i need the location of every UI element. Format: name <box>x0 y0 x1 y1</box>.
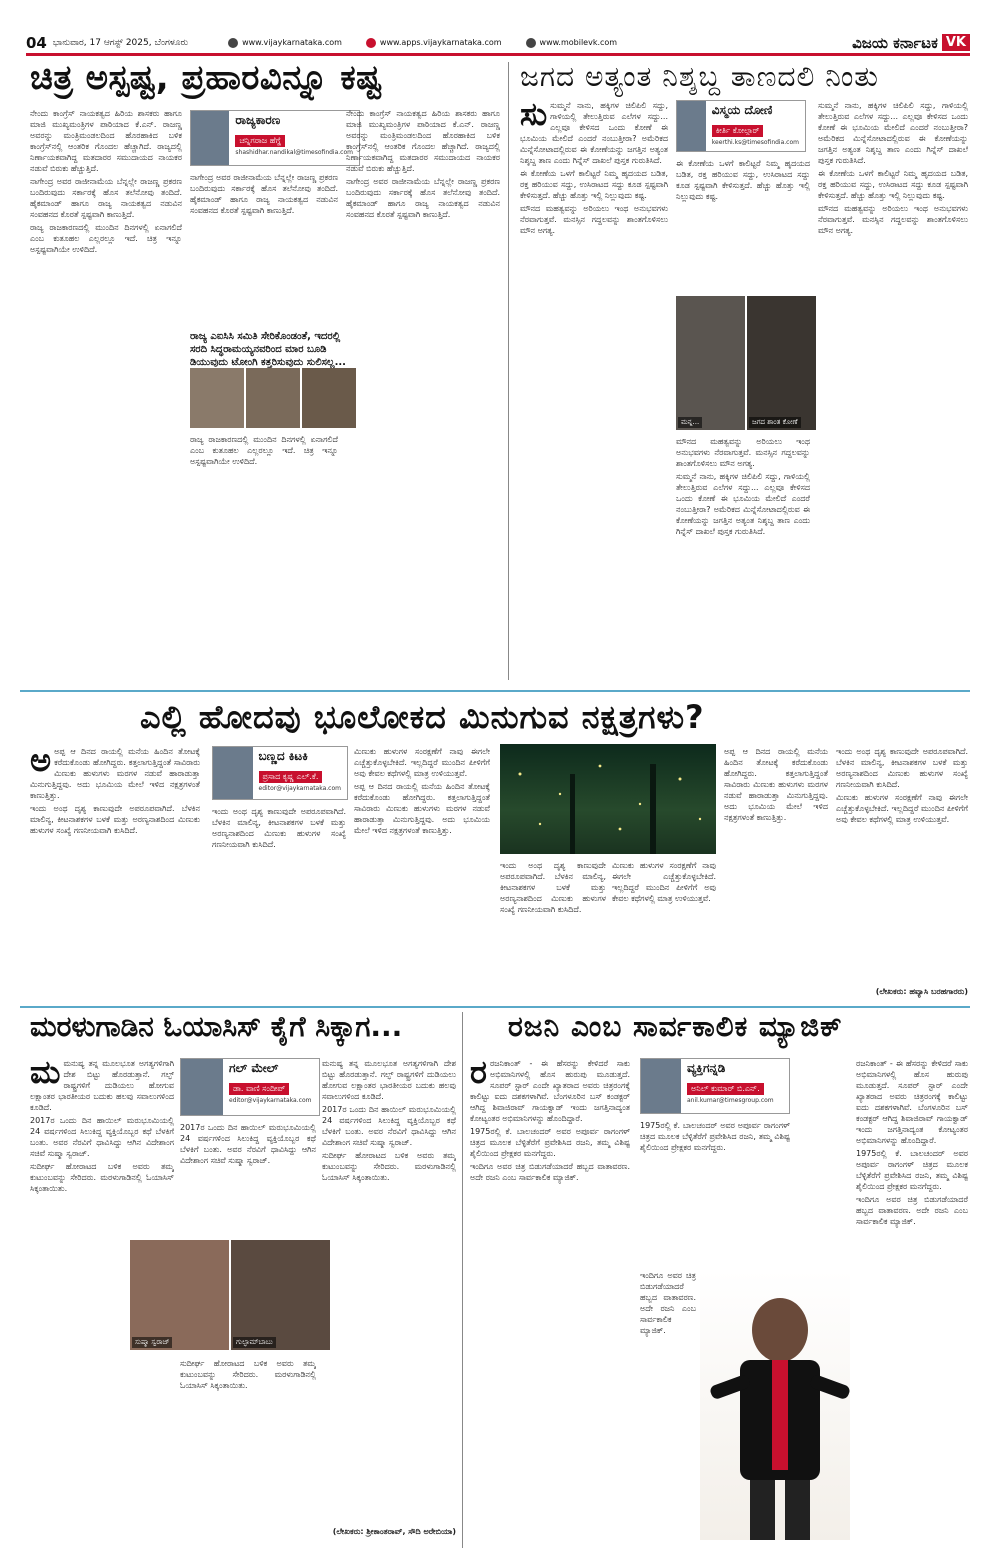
anechoic-chamber-photo: ಜಗದ ಶಾಂತ ಕೋಣೆ <box>747 296 816 430</box>
article4-col4: ಮನುಷ್ಯ ತನ್ನ ಮೂಲಭೂತ ಅಗತ್ಯಗಳಿಗಾಗಿ ದೇಶ ಬಿಟ್ಟು ಹೊರಡುತ್ತಾನೆ. ಗಲ್ಫ್ ರಾಷ್ಟ್ರಗಳಿಗೆ ದುಡಿಯಲು ಹೋಗುವ ಲಕ್ಷಾಂತರ ಭಾರತೀಯರ ಬದುಕು ಹಲವು ಸವಾಲುಗಳಿಂದ ಕೂಡಿದೆ. 2017ರ ಒಂದು ದಿನ ಹಾಯಿಲ್ ಮರುಭೂಮಿಯಲ್ಲಿ 24 ವರ್ಷಗಳಿಂದ ಸಿಲುಕಿದ್ದ ವ್ಯಕ್ತಿಯೊಬ್ಬರ ಕಥೆ ಬೆಳಕಿಗೆ ಬಂತು. ಅವರ ನೆರವಿಗೆ ಧಾವಿಸಿದ್ದು ಆಗಿನ ವಿದೇಶಾಂಗ ಸಚಿವೆ ಸುಷ್ಮಾ ಸ್ವರಾಜ್. ಸುದೀರ್ಘ ಹೋರಾಟದ ಬಳಿಕ ಅವರು ತಮ್ಮ ಕುಟುಂಬವನ್ನು ಸೇರಿದರು. ಮರಳುಗಾಡಿನಲ್ಲಿ ಓಯಾಸಿಸ್ ಸಿಕ್ಕಂತಾಯಿತು. <box>322 1059 456 1182</box>
article1-byline <box>190 110 360 166</box>
article2-col2: ಈ ಕೋಣೆಯ ಒಳಗೆ ಕಾಲಿಟ್ಟರೆ ನಿಮ್ಮ ಹೃದಯದ ಬಡಿತ, ರಕ್ತ ಹರಿಯುವ ಸದ್ದು, ಉಸಿರಾಟದ ಸದ್ದು ಕೂಡ ಸ್ಪಷ್ಟವಾಗಿ ಕೇಳಿಸುತ್ತದೆ. ಹೆಚ್ಚು ಹೊತ್ತು ಇಲ್ಲಿ ನಿಲ್ಲುವುದು ಕಷ್ಟ. <box>676 159 810 201</box>
article5-col2: 1975ರಲ್ಲಿ ಕೆ. ಬಾಲಚಂದರ್ ಅವರ ಅಪೂರ್ವ ರಾಗಂಗಳ್ ಚಿತ್ರದ ಮೂಲಕ ಬೆಳ್ಳಿತೆರೆಗೆ ಪ್ರವೇಶಿಸಿದ ರಜನಿ, ತಮ್ಮ ವಿಶಿಷ್ಟ ಶೈಲಿಯಿಂದ ಪ್ರೇಕ್ಷಕರ ಮನಗೆದ್ದರು. <box>640 1121 790 1152</box>
drop-cap: ಮ <box>30 1058 61 1091</box>
drop-cap: ಅ <box>30 746 52 779</box>
article3-headline: ಎಲ್ಲಿ ಹೋದವು ಭೂಲೋಕದ ಮಿನುಗುವ ನಕ್ಷತ್ರಗಳು? <box>140 698 705 736</box>
article1-col4: ನೇಂದು ಕಾಂಗ್ರೆಸ್ ನಾಯಕತ್ವದ ಹಿರಿಯ ಶಾಸಕರು ಹಾಗೂ ಮಾಜಿ ಮುಖ್ಯಮಂತ್ರಿಗಳ ಪಾಠಿಯಾದ ಕೆ.ಎನ್. ರಾಜಣ್ಣ ಅವರನ್ನು ಮಂತ್ರಿಮಂಡಲದಿಂದ ಹೊರಹಾಕಿದ ಬಳಿಕ ಕಾಂಗ್ರೆಸ್‌ನಲ್ಲಿ ಆಂತರಿಕ ಗೊಂದಲ ಹೆಚ್ಚಾಗಿದೆ. ರಾಜ್ಯದಲ್ಲಿ ನಿರ್ಣಾಯಕವಾಗಿದ್ದ ಮತದಾರರ ಸಮುದಾಯದ ನಾಯಕರ ನಡುವೆ ಬಿರುಕು ಹೆಚ್ಚುತ್ತಿದೆ. ನಾಗೇಂದ್ರ ಅವರ ರಾಜೀನಾಮೆಯ ಬೆನ್ನಲ್ಲೇ ರಾಜಣ್ಣ ಪ್ರಕರಣ ಬಂದಿರುವುದು ಸರ್ಕಾರಕ್ಕೆ ಹೊಸ ತಲೆನೋವು ತಂದಿದೆ. ಹೈಕಮಾಂಡ್ ಹಾಗೂ ರಾಜ್ಯ ನಾಯಕತ್ವದ ನಡುವಿನ ಸಂವಹನದ ಕೊರತೆ ಸ್ಪಷ್ಟವಾಗಿ ಕಾಣುತ್ತಿದೆ. <box>346 109 500 219</box>
article1-col3: ರಾಜ್ಯ ರಾಜಕಾರಣದಲ್ಲಿ ಮುಂದಿನ ದಿನಗಳಲ್ಲಿ ಏನಾಗಲಿದೆ ಎಂಬ ಕುತೂಹಲ ಎಲ್ಲರಲ್ಲೂ ಇದೆ. ಚಿತ್ರ ಇನ್ನೂ ಅಸ್ಪಷ್ಟವಾಗಿಯೇ ಉಳಿದಿದೆ. <box>190 435 338 466</box>
sushma-swaraj-photo: ಸುಷ್ಮಾ ಸ್ವರಾಜ್ <box>130 1240 229 1350</box>
author-email: keerthi.ks@timesofindia.com <box>711 139 799 146</box>
person-photo: ಮನ್ನ... <box>676 296 745 430</box>
page-number: 04 <box>26 33 47 52</box>
author-photo <box>641 1059 681 1113</box>
date-line: ಭಾನುವಾರ, 17 ಆಗಸ್ಟ್ 2025, ಬೆಂಗಳೂರು <box>52 37 189 48</box>
actor-figure <box>700 1270 850 1540</box>
article3-col7: ಇಂದು ಅಂಥ ದೃಶ್ಯ ಕಾಣುವುದೇ ಅಪರೂಪವಾಗಿದೆ. ಬೆಳಕಿನ ಮಾಲಿನ್ಯ, ಕೀಟನಾಶಕಗಳ ಬಳಕೆ ಮತ್ತು ಅರಣ್ಯನಾಶದಿಂದ ಮಿಣುಕು ಹುಳುಗಳ ಸಂಖ್ಯೆ ಗಣನೀಯವಾಗಿ ಕುಸಿದಿದೆ. ಮಿಣುಕು ಹುಳುಗಳ ಸಂರಕ್ಷಣೆಗೆ ನಾವು ಈಗಲೇ ಎಚ್ಚೆತ್ತುಕೊಳ್ಳಬೇಕಿದೆ. ಇಲ್ಲದಿದ್ದರೆ ಮುಂದಿನ ಪೀಳಿಗೆಗೆ ಅವು ಕೇವಲ ಕಥೆಗಳಲ್ಲಿ ಮಾತ್ರ ಉಳಿಯುತ್ತವೆ. <box>836 747 968 824</box>
author-name: ಅನಿಲ್ ಕುಮಾರ್ ಬಿ.ಎನ್. <box>687 1083 764 1095</box>
author-photo <box>677 101 706 151</box>
article5-col4: ರಜನಿಕಾಂತ್ - ಈ ಹೆಸರನ್ನು ಕೇಳಿದರೆ ಸಾಕು ಅಭಿಮಾನಿಗಳಲ್ಲಿ ಹೊಸ ಹುರುಪು ಮೂಡುತ್ತದೆ. ಸೂಪರ್ ಸ್ಟಾರ್ ಎಂದೇ ಖ್ಯಾತರಾದ ಅವರು ಚಿತ್ರರಂಗಕ್ಕೆ ಕಾಲಿಟ್ಟು ಐದು ದಶಕಗಳಾಗಿವೆ. ಬೆಂಗಳೂರಿನ ಬಸ್ ಕಂಡಕ್ಟರ್ ಆಗಿದ್ದ ಶಿವಾಜಿರಾವ್ ಗಾಯಕ್ವಾಡ್ ಇಂದು ಜಗತ್ತಿನಾದ್ಯಂತ ಕೋಟ್ಯಂತರ ಅಭಿಮಾನಿಗಳನ್ನು ಹೊಂದಿದ್ದಾರೆ. 1975ರಲ್ಲಿ ಕೆ. ಬಾಲಚಂದರ್ ಅವರ ಅಪೂರ್ವ ರಾಗಂಗಳ್ ಚಿತ್ರದ ಮೂಲಕ ಬೆಳ್ಳಿತೆರೆಗೆ ಪ್ರವೇಶಿಸಿದ ರಜನಿ, ತಮ್ಮ ವಿಶಿಷ್ಟ ಶೈಲಿಯಿಂದ ಪ್ರೇಕ್ಷಕರ ಮನಗೆದ್ದರು. ಇಂದಿಗೂ ಅವರ ಚಿತ್ರ ಬಿಡುಗಡೆಯಾದರೆ ಹಬ್ಬದ ವಾತಾವರಣ. ಅದೇ ರಜನಿ ಎಂಬ ಸಾರ್ವಕಾಲಿಕ ಮ್ಯಾಜಿಕ್. <box>856 1059 968 1226</box>
article1-pullquote: ರಾಜ್ಯ ಎಐಸಿಸಿ ಸಮಿತಿ ಸೇರಿಕೊಂಡಂತೆ, ಇದರಲ್ಲಿ ಸರದಿ ಸಿದ್ಧರಾಮಯ್ಯನವರಿಂದ ಮಾರ ಬೂಡಿ ಡಿಯುವುದು ಟೋಂಗಿ ಕತ್ತರಿಸುವುದು ಸುಲಿಸಲ್ಲ... <box>190 331 346 368</box>
column-divider <box>462 1012 463 1548</box>
column-name: ವಿಸ್ಮಯ ದೋಣಿ <box>711 103 773 117</box>
article3-col6: ಅಪ್ಪ ಆ ದಿನದ ರಾಯಲ್ಲಿ ಮನೆಯ ಹಿಂದಿನ ತೋಟಕ್ಕೆ ಕರೆದುಕೊಂಡು ಹೋಗಿದ್ದರು. ಕತ್ತಲಾಗುತ್ತಿದ್ದಂತೆ ಸಾವಿರಾರು ಮಿಣುಕು ಹುಳುಗಳು ಮರಗಳ ನಡುವೆ ಹಾರಾಡುತ್ತಾ ಮಿನುಗುತ್ತಿದ್ದವು. ಅದು ಭೂಮಿಯ ಮೇಲೆ ಇಳಿದ ನಕ್ಷತ್ರಗಳಂತೆ ಕಾಣುತ್ತಿತ್ತು. <box>724 747 828 822</box>
author-name: ಚನ್ನಿಗರಾಜ ಹೆಗ್ಡೆ <box>235 135 285 147</box>
article2-col3: ಮೌನದ ಮಹತ್ವವನ್ನು ಅರಿಯಲು ಇಂಥ ಅನುಭವಗಳು ನೆರವಾಗುತ್ತವೆ. ಮನಸ್ಸಿನ ಗದ್ದಲವನ್ನು ಶಾಂತಗೊಳಿಸಲು ಮೌನ ಅಗತ್ಯ. ಸುಮ್ಮನೆ ನಾನು, ಹಕ್ಕಿಗಳ ಚಿಲಿಪಿಲಿ ಸದ್ದು, ಗಾಳಿಯಲ್ಲಿ ತೇಲುತ್ತಿರುವ ಎಲೆಗಳ ಸದ್ದು... ಎಲ್ಲವೂ ಕೇಳಿಸದ ಒಂದು ಕೋಣೆ ಈ ಭೂಮಿಯ ಮೇಲಿದೆ ಎಂದರೆ ನಂಬುತ್ತೀರಾ? ಅಮೆರಿಕದ ಮಿನ್ನೆಸೋಟಾದಲ್ಲಿರುವ ಈ ಕೋಣೆಯನ್ನು ಜಗತ್ತಿನ ಅತ್ಯಂತ ನಿಶ್ಶಬ್ದ ತಾಣ ಎಂದು ಗಿನ್ನೆಸ್ ದಾಖಲೆ ಪುಸ್ತಕ ಗುರುತಿಸಿದೆ. <box>676 437 810 536</box>
article3-col2: ಇಂದು ಅಂಥ ದೃಶ್ಯ ಕಾಣುವುದೇ ಅಪರೂಪವಾಗಿದೆ. ಬೆಳಕಿನ ಮಾಲಿನ್ಯ, ಕೀಟನಾಶಕಗಳ ಬಳಕೆ ಮತ್ತು ಅರಣ್ಯನಾಶದಿಂದ ಮಿಣುಕು ಹುಳುಗಳ ಸಂಖ್ಯೆ ಗಣನೀಯವಾಗಿ ಕುಸಿದಿದೆ. <box>212 807 346 849</box>
article5-headline: ರಜನಿ ಎಂಬ ಸಾರ್ವಕಾಲಿಕ ಮ್ಯಾಜಿಕ್ <box>508 1010 843 1043</box>
firefly-sparkles <box>500 744 716 854</box>
article2-photos <box>676 296 816 430</box>
article4-photos <box>130 1240 330 1350</box>
column-name: ಬಣ್ಣದ ಕಿಟಕಿ <box>258 749 308 763</box>
site-link-1[interactable]: www.vijaykarnataka.com <box>228 38 342 48</box>
article2-col1: ಸು ಸುಮ್ಮನೆ ನಾನು, ಹಕ್ಕಿಗಳ ಚಿಲಿಪಿಲಿ ಸದ್ದು, ಗಾಳಿಯಲ್ಲಿ ತೇಲುತ್ತಿರುವ ಎಲೆಗಳ ಸದ್ದು... ಎಲ್ಲವೂ ಕೇಳಿಸದ ಒಂದು ಕೋಣೆ ಈ ಭೂಮಿಯ ಮೇಲಿದೆ ಎಂದರೆ ನಂಬುತ್ತೀರಾ? ಅಮೆರಿಕದ ಮಿನ್ನೆಸೋಟಾದಲ್ಲಿರುವ ಈ ಕೋಣೆಯನ್ನು ಜಗತ್ತಿನ ಅತ್ಯಂತ ನಿಶ್ಶಬ್ದ ತಾಣ ಎಂದು ಗಿನ್ನೆಸ್ ದಾಖಲೆ ಪುಸ್ತಕ ಗುರುತಿಸಿದೆ. ಈ ಕೋಣೆಯ ಒಳಗೆ ಕಾಲಿಟ್ಟರೆ ನಿಮ್ಮ ಹೃದಯದ ಬಡಿತ, ರಕ್ತ ಹರಿಯುವ ಸದ್ದು, ಉಸಿರಾಟದ ಸದ್ದು ಕೂಡ ಸ್ಪಷ್ಟವಾಗಿ ಕೇಳಿಸುತ್ತದೆ. ಹೆಚ್ಚು ಹೊತ್ತು ಇಲ್ಲಿ ನಿಲ್ಲುವುದು ಕಷ್ಟ. ಮೌನದ ಮಹತ್ವವನ್ನು ಅರಿಯಲು ಇಂಥ ಅನುಭವಗಳು ನೆರವಾಗುತ್ತವೆ. ಮನಸ್ಸಿನ ಗದ್ದಲವನ್ನು ಶಾಂತಗೊಳಿಸಲು ಮೌನ ಅಗತ್ಯ. <box>520 100 668 235</box>
author-email: editor@vijaykarnataka.com <box>258 785 341 792</box>
gulfam-babu-photo: ಗುಲ್ಫಾಮ್‌ಬಾಬು <box>231 1240 330 1350</box>
article4-headline: ಮರಳುಗಾಡಿನ ಓಯಾಸಿಸ್ ಕೈಗೆ ಸಿಕ್ಕಾಗ... <box>30 1010 403 1043</box>
app-icon <box>366 38 376 48</box>
section-divider <box>20 1006 970 1008</box>
drop-cap: ಸು <box>520 100 548 133</box>
article2-col4: ಸುಮ್ಮನೆ ನಾನು, ಹಕ್ಕಿಗಳ ಚಿಲಿಪಿಲಿ ಸದ್ದು, ಗಾಳಿಯಲ್ಲಿ ತೇಲುತ್ತಿರುವ ಎಲೆಗಳ ಸದ್ದು... ಎಲ್ಲವೂ ಕೇಳಿಸದ ಒಂದು ಕೋಣೆ ಈ ಭೂಮಿಯ ಮೇಲಿದೆ ಎಂದರೆ ನಂಬುತ್ತೀರಾ? ಅಮೆರಿಕದ ಮಿನ್ನೆಸೋಟಾದಲ್ಲಿರುವ ಈ ಕೋಣೆಯನ್ನು ಜಗತ್ತಿನ ಅತ್ಯಂತ ನಿಶ್ಶಬ್ದ ತಾಣ ಎಂದು ಗಿನ್ನೆಸ್ ದಾಖಲೆ ಪುಸ್ತಕ ಗುರುತಿಸಿದೆ. ಈ ಕೋಣೆಯ ಒಳಗೆ ಕಾಲಿಟ್ಟರೆ ನಿಮ್ಮ ಹೃದಯದ ಬಡಿತ, ರಕ್ತ ಹರಿಯುವ ಸದ್ದು, ಉಸಿರಾಟದ ಸದ್ದು ಕೂಡ ಸ್ಪಷ್ಟವಾಗಿ ಕೇಳಿಸುತ್ತದೆ. ಹೆಚ್ಚು ಹೊತ್ತು ಇಲ್ಲಿ ನಿಲ್ಲುವುದು ಕಷ್ಟ. ಮೌನದ ಮಹತ್ವವನ್ನು ಅರಿಯಲು ಇಂಥ ಅನುಭವಗಳು ನೆರವಾಗುತ್ತವೆ. ಮನಸ್ಸಿನ ಗದ್ದಲವನ್ನು ಶಾಂತಗೊಳಿಸಲು ಮೌನ ಅಗತ್ಯ. <box>818 101 968 235</box>
mobile-icon <box>526 38 536 48</box>
column-name: ರಾಜ್ಯಕಾರಣ <box>235 113 281 127</box>
article3-col4: ಇಂದು ಅಂಥ ದೃಶ್ಯ ಕಾಣುವುದೇ ಅಪರೂಪವಾಗಿದೆ. ಬೆಳಕಿನ ಮಾಲಿನ್ಯ, ಕೀಟನಾಶಕಗಳ ಬಳಕೆ ಮತ್ತು ಅರಣ್ಯನಾಶದಿಂದ ಮಿಣುಕು ಹುಳುಗಳ ಸಂಖ್ಯೆ ಗಣನೀಯವಾಗಿ ಕುಸಿದಿದೆ. <box>500 861 606 914</box>
author-name: ಪ್ರಸಾದ ಕೃಷ್ಣ ಎಲ್.ಕೆ. <box>259 771 323 783</box>
firefly-forest-photo <box>500 744 716 854</box>
author-email: shashidhar.nandikal@timesofindia.com <box>235 149 353 156</box>
author-name: ಡಾ. ವಾಣಿ ಸಂದೀಪ್ <box>229 1083 289 1095</box>
article1-photos <box>190 368 356 428</box>
article5-col3: ಇಂದಿಗೂ ಅವರ ಚಿತ್ರ ಬಿಡುಗಡೆಯಾದರೆ ಹಬ್ಬದ ವಾತಾವರಣ. ಅದೇ ರಜನಿ ಎಂಬ ಸಾರ್ವಕಾಲಿಕ ಮ್ಯಾಜಿಕ್. <box>640 1271 696 1335</box>
article5-col1: ರ ರಜನಿಕಾಂತ್ - ಈ ಹೆಸರನ್ನು ಕೇಳಿದರೆ ಸಾಕು ಅಭಿಮಾನಿಗಳಲ್ಲಿ ಹೊಸ ಹುರುಪು ಮೂಡುತ್ತದೆ. ಸೂಪರ್ ಸ್ಟಾರ್ ಎಂದೇ ಖ್ಯಾತರಾದ ಅವರು ಚಿತ್ರರಂಗಕ್ಕೆ ಕಾಲಿಟ್ಟು ಐದು ದಶಕಗಳಾಗಿವೆ. ಬೆಂಗಳೂರಿನ ಬಸ್ ಕಂಡಕ್ಟರ್ ಆಗಿದ್ದ ಶಿವಾಜಿರಾವ್ ಗಾಯಕ್ವಾಡ್ ಇಂದು ಜಗತ್ತಿನಾದ್ಯಂತ ಕೋಟ್ಯಂತರ ಅಭಿಮಾನಿಗಳನ್ನು ಹೊಂದಿದ್ದಾರೆ. 1975ರಲ್ಲಿ ಕೆ. ಬಾಲಚಂದರ್ ಅವರ ಅಪೂರ್ವ ರಾಗಂಗಳ್ ಚಿತ್ರದ ಮೂಲಕ ಬೆಳ್ಳಿತೆರೆಗೆ ಪ್ರವೇಶಿಸಿದ ರಜನಿ, ತಮ್ಮ ವಿಶಿಷ್ಟ ಶೈಲಿಯಿಂದ ಪ್ರೇಕ್ಷಕರ ಮನಗೆದ್ದರು. ಇಂದಿಗೂ ಅವರ ಚಿತ್ರ ಬಿಡುಗಡೆಯಾದರೆ ಹಬ್ಬದ ವಾತಾವರಣ. ಅದೇ ರಜನಿ ಎಂಬ ಸಾರ್ವಕಾಲಿಕ ಮ್ಯಾಜಿಕ್. <box>470 1058 630 1182</box>
article5-byline <box>640 1058 790 1114</box>
author-photo <box>181 1059 223 1115</box>
article3-col5: ಮಿಣುಕು ಹುಳುಗಳ ಸಂರಕ್ಷಣೆಗೆ ನಾವು ಈಗಲೇ ಎಚ್ಚೆತ್ತುಕೊಳ್ಳಬೇಕಿದೆ. ಇಲ್ಲದಿದ್ದರೆ ಮುಂದಿನ ಪೀಳಿಗೆಗೆ ಅವು ಕೇವಲ ಕಥೆಗಳಲ್ಲಿ ಮಾತ್ರ ಉಳಿಯುತ್ತವೆ. <box>612 861 716 903</box>
section-divider <box>20 690 970 692</box>
article1-col2: ನಾಗೇಂದ್ರ ಅವರ ರಾಜೀನಾಮೆಯ ಬೆನ್ನಲ್ಲೇ ರಾಜಣ್ಣ ಪ್ರಕರಣ ಬಂದಿರುವುದು ಸರ್ಕಾರಕ್ಕೆ ಹೊಸ ತಲೆನೋವು ತಂದಿದೆ. ಹೈಕಮಾಂಡ್ ಹಾಗೂ ರಾಜ್ಯ ನಾಯಕತ್ವದ ನಡುವಿನ ಸಂವಹನದ ಕೊರತೆ ಸ್ಪಷ್ಟವಾಗಿ ಕಾಣುತ್ತಿದೆ. <box>190 173 338 215</box>
author-email: anil.kumar@timesgroup.com <box>687 1097 774 1104</box>
article4-credit: (ಲೇಖಕರು: ಶ್ರೀಕಾಂತರಾವ್, ಸೌದಿ ಅರೇಬಿಯಾ) <box>332 1527 456 1536</box>
article3-col1: ಅ ಅಪ್ಪ ಆ ದಿನದ ರಾಯಲ್ಲಿ ಮನೆಯ ಹಿಂದಿನ ತೋಟಕ್ಕೆ ಕರೆದುಕೊಂಡು ಹೋಗಿದ್ದರು. ಕತ್ತಲಾಗುತ್ತಿದ್ದಂತೆ ಸಾವಿರಾರು ಮಿಣುಕು ಹುಳುಗಳು ಮರಗಳ ನಡುವೆ ಹಾರಾಡುತ್ತಾ ಮಿನುಗುತ್ತಿದ್ದವು. ಅದು ಭೂಮಿಯ ಮೇಲೆ ಇಳಿದ ನಕ್ಷತ್ರಗಳಂತೆ ಕಾಣುತ್ತಿತ್ತು. ಇಂದು ಅಂಥ ದೃಶ್ಯ ಕಾಣುವುದೇ ಅಪರೂಪವಾಗಿದೆ. ಬೆಳಕಿನ ಮಾಲಿನ್ಯ, ಕೀಟನಾಶಕಗಳ ಬಳಕೆ ಮತ್ತು ಅರಣ್ಯನಾಶದಿಂದ ಮಿಣುಕು ಹುಳುಗಳ ಸಂಖ್ಯೆ ಗಣನೀಯವಾಗಿ ಕುಸಿದಿದೆ. <box>30 746 200 835</box>
article3-byline <box>212 746 348 800</box>
brand-logo: ವಿಜಯ ಕರ್ನಾಟಕ VK <box>852 34 970 52</box>
globe-icon <box>228 38 238 48</box>
article1-col1: ನೇಂದು ಕಾಂಗ್ರೆಸ್ ನಾಯಕತ್ವದ ಹಿರಿಯ ಶಾಸಕರು ಹಾಗೂ ಮಾಜಿ ಮುಖ್ಯಮಂತ್ರಿಗಳ ಪಾಠಿಯಾದ ಕೆ.ಎನ್. ರಾಜಣ್ಣ ಅವರನ್ನು ಮಂತ್ರಿಮಂಡಲದಿಂದ ಹೊರಹಾಕಿದ ಬಳಿಕ ಕಾಂಗ್ರೆಸ್‌ನಲ್ಲಿ ಆಂತರಿಕ ಗೊಂದಲ ಹೆಚ್ಚಾಗಿದೆ. ರಾಜ್ಯದಲ್ಲಿ ನಿರ್ಣಾಯಕವಾಗಿದ್ದ ಮತದಾರರ ಸಮುದಾಯದ ನಾಯಕರ ನಡುವೆ ಬಿರುಕು ಹೆಚ್ಚುತ್ತಿದೆ. ನಾಗೇಂದ್ರ ಅವರ ರಾಜೀನಾಮೆಯ ಬೆನ್ನಲ್ಲೇ ರಾಜಣ್ಣ ಪ್ರಕರಣ ಬಂದಿರುವುದು ಸರ್ಕಾರಕ್ಕೆ ಹೊಸ ತಲೆನೋವು ತಂದಿದೆ. ಹೈಕಮಾಂಡ್ ಹಾಗೂ ರಾಜ್ಯ ನಾಯಕತ್ವದ ನಡುವಿನ ಸಂವಹನದ ಕೊರತೆ ಸ್ಪಷ್ಟವಾಗಿ ಕಾಣುತ್ತಿದೆ. ರಾಜ್ಯ ರಾಜಕಾರಣದಲ್ಲಿ ಮುಂದಿನ ದಿನಗಳಲ್ಲಿ ಏನಾಗಲಿದೆ ಎಂಬ ಕುತೂಹಲ ಎಲ್ಲರಲ್ಲೂ ಇದೆ. ಚಿತ್ರ ಇನ್ನೂ ಅಸ್ಪಷ್ಟವಾಗಿಯೇ ಉಳಿದಿದೆ. <box>30 109 182 254</box>
author-photo <box>213 747 253 799</box>
article4-byline <box>180 1058 320 1116</box>
article1-headline: ಚಿತ್ರ ಅಸ್ಪಷ್ಟ, ಪ್ರಹಾರವಿನ್ನೂ ಕಷ್ಟ <box>30 58 383 98</box>
politician-photo-2 <box>246 368 300 428</box>
author-photo <box>191 111 229 165</box>
column-name: ಗಲ್ ಮೇಲ್ <box>229 1061 279 1075</box>
column-divider <box>508 62 509 680</box>
article2-byline <box>676 100 806 152</box>
page-header <box>26 32 970 56</box>
site-link-2[interactable]: www.apps.vijaykarnataka.com <box>366 38 502 48</box>
politician-photo-1 <box>190 368 244 428</box>
column-name: ವ್ಯಕ್ತಿಗನ್ನಡಿ <box>687 1061 726 1075</box>
article3-credit: (ಲೇಖಕರು: ಹವ್ಯಾಸಿ ಬರಹಗಾರರು) <box>875 987 968 996</box>
article4-col3: ಸುದೀರ್ಘ ಹೋರಾಟದ ಬಳಿಕ ಅವರು ತಮ್ಮ ಕುಟುಂಬವನ್ನು ಸೇರಿದರು. ಮರಳುಗಾಡಿನಲ್ಲಿ ಓಯಾಸಿಸ್ ಸಿಕ್ಕಂತಾಯಿತು. <box>180 1359 316 1390</box>
drop-cap: ರ <box>470 1058 487 1091</box>
article4-col2: 2017ರ ಒಂದು ದಿನ ಹಾಯಿಲ್ ಮರುಭೂಮಿಯಲ್ಲಿ 24 ವರ್ಷಗಳಿಂದ ಸಿಲುಕಿದ್ದ ವ್ಯಕ್ತಿಯೊಬ್ಬರ ಕಥೆ ಬೆಳಕಿಗೆ ಬಂತು. ಅವರ ನೆರವಿಗೆ ಧಾವಿಸಿದ್ದು ಆಗಿನ ವಿದೇಶಾಂಗ ಸಚಿವೆ ಸುಷ್ಮಾ ಸ್ವರಾಜ್. <box>180 1123 316 1165</box>
author-email: editor@vijaykarnataka.com <box>229 1097 312 1104</box>
author-name: ಕೀರ್ತಿ ಕೋಲ್ಗಾರ್ <box>712 125 764 137</box>
rajinikanth-photo <box>700 1270 850 1540</box>
article3-col3: ಮಿಣುಕು ಹುಳುಗಳ ಸಂರಕ್ಷಣೆಗೆ ನಾವು ಈಗಲೇ ಎಚ್ಚೆತ್ತುಕೊಳ್ಳಬೇಕಿದೆ. ಇಲ್ಲದಿದ್ದರೆ ಮುಂದಿನ ಪೀಳಿಗೆಗೆ ಅವು ಕೇವಲ ಕಥೆಗಳಲ್ಲಿ ಮಾತ್ರ ಉಳಿಯುತ್ತವೆ. ಅಪ್ಪ ಆ ದಿನದ ರಾಯಲ್ಲಿ ಮನೆಯ ಹಿಂದಿನ ತೋಟಕ್ಕೆ ಕರೆದುಕೊಂಡು ಹೋಗಿದ್ದರು. ಕತ್ತಲಾಗುತ್ತಿದ್ದಂತೆ ಸಾವಿರಾರು ಮಿಣುಕು ಹುಳುಗಳು ಮರಗಳ ನಡುವೆ ಹಾರಾಡುತ್ತಾ ಮಿನುಗುತ್ತಿದ್ದವು. ಅದು ಭೂಮಿಯ ಮೇಲೆ ಇಳಿದ ನಕ್ಷತ್ರಗಳಂತೆ ಕಾಣುತ್ತಿತ್ತು. <box>354 747 490 835</box>
site-link-3[interactable]: www.mobilevk.com <box>526 38 618 48</box>
article4-col1: ಮ ಮನುಷ್ಯ ತನ್ನ ಮೂಲಭೂತ ಅಗತ್ಯಗಳಿಗಾಗಿ ದೇಶ ಬಿಟ್ಟು ಹೊರಡುತ್ತಾನೆ. ಗಲ್ಫ್ ರಾಷ್ಟ್ರಗಳಿಗೆ ದುಡಿಯಲು ಹೋಗುವ ಲಕ್ಷಾಂತರ ಭಾರತೀಯರ ಬದುಕು ಹಲವು ಸವಾಲುಗಳಿಂದ ಕೂಡಿದೆ. 2017ರ ಒಂದು ದಿನ ಹಾಯಿಲ್ ಮರುಭೂಮಿಯಲ್ಲಿ 24 ವರ್ಷಗಳಿಂದ ಸಿಲುಕಿದ್ದ ವ್ಯಕ್ತಿಯೊಬ್ಬರ ಕಥೆ ಬೆಳಕಿಗೆ ಬಂತು. ಅವರ ನೆರವಿಗೆ ಧಾವಿಸಿದ್ದು ಆಗಿನ ವಿದೇಶಾಂಗ ಸಚಿವೆ ಸುಷ್ಮಾ ಸ್ವರಾಜ್. ಸುದೀರ್ಘ ಹೋರಾಟದ ಬಳಿಕ ಅವರು ತಮ್ಮ ಕುಟುಂಬವನ್ನು ಸೇರಿದರು. ಮರಳುಗಾಡಿನಲ್ಲಿ ಓಯಾಸಿಸ್ ಸಿಕ್ಕಂತಾಯಿತು. <box>30 1058 174 1193</box>
article2-headline: ಜಗದ ಅತ್ಯಂತ ನಿಶ್ಶಬ್ದ ತಾಣದಲಿ ನಿಂತು <box>520 60 879 93</box>
